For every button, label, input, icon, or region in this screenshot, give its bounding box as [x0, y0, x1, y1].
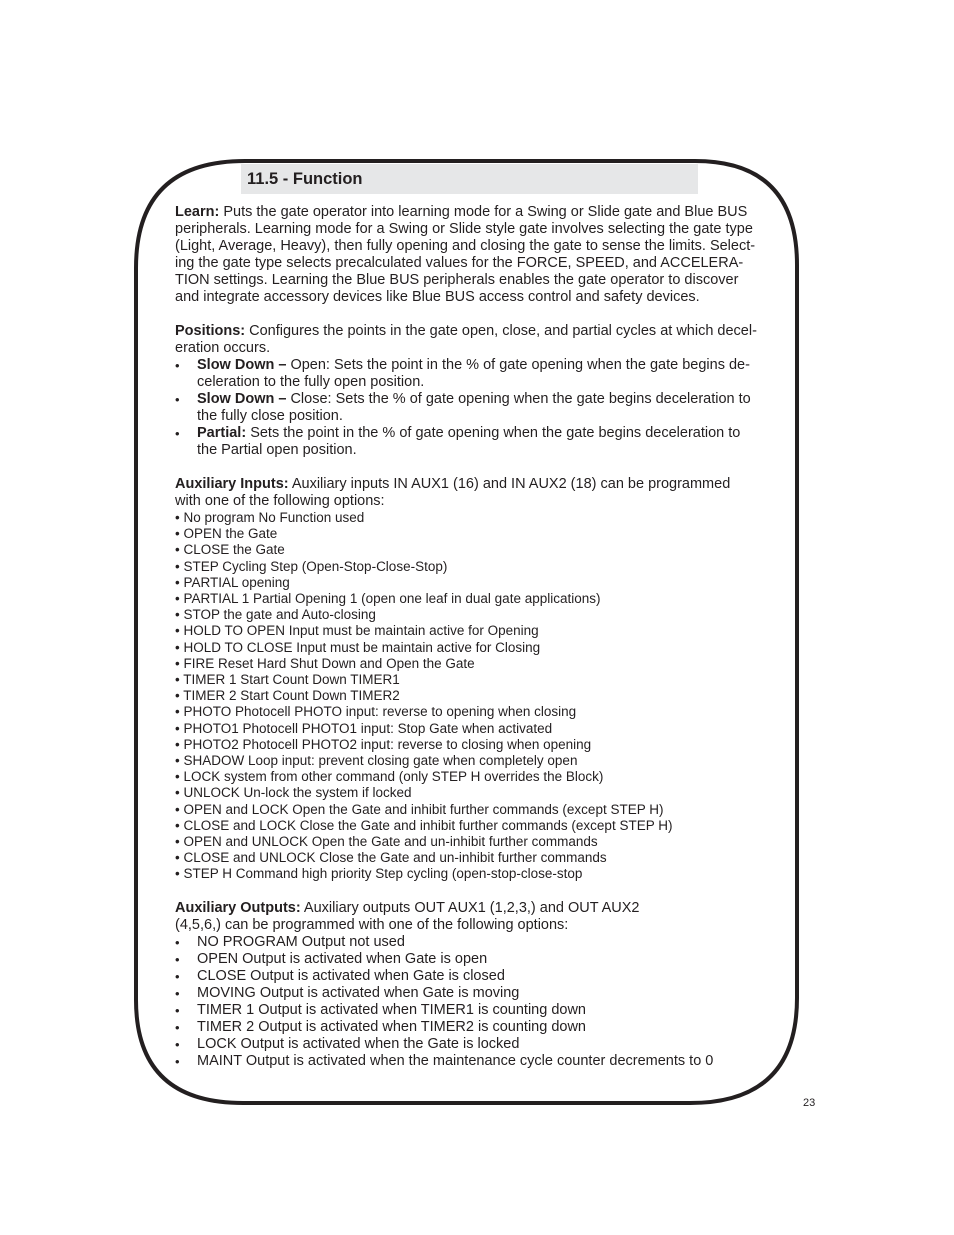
list-item: • PARTIAL opening: [175, 574, 290, 590]
list-item: • HOLD TO OPEN Input must be maintain active for Opening: [175, 623, 539, 639]
positions-label: Positions:: [175, 323, 246, 339]
aux-inputs-text: with one of the following options:: [175, 493, 385, 509]
item-label: Slow Down –: [197, 391, 287, 407]
list-item: • UNLOCK Un-lock the system if locked: [175, 785, 412, 801]
aux-outputs-paragraph: [175, 900, 775, 1070]
list-item: [175, 357, 775, 391]
list-item: • No program No Function used: [175, 510, 365, 525]
positions-list: [175, 357, 775, 459]
list-item: • CLOSE and LOCK Close the Gate and inhibit further commands (except STEP H): [175, 817, 673, 833]
list-item: • STOP the gate and Auto-closing: [175, 607, 376, 623]
aux-outputs-text: Auxiliary outputs OUT AUX1 (1,2,3,) and OUT AUX2: [300, 899, 640, 916]
learn-text: Puts the gate operator into learning mode for a Swing or Slide gate and Blue BUS: [219, 204, 748, 220]
list-item: • LOCK Output is activated when the Gate is locked: [175, 1036, 775, 1053]
list-item: • CLOSE the Gate: [175, 542, 285, 558]
learn-text: peripherals. Learning mode for a Swing or Slide style gate involves selecting the gate type: [175, 221, 753, 237]
list-item: • SHADOW Loop input: prevent closing gate when completely open: [175, 753, 578, 769]
list-item: • STEP Cycling Step (Open-Stop-Close-Stop): [175, 558, 448, 574]
aux-inputs-label: Auxiliary Inputs:: [175, 476, 289, 492]
list-item: • CLOSE Output is activated when Gate is closed: [175, 968, 775, 985]
list-item: • HOLD TO CLOSE Input must be maintain active for Closing: [175, 639, 541, 655]
list-item: • OPEN and LOCK Open the Gate and inhibit further commands (except STEP H): [175, 801, 664, 817]
positions-text: Configures the points in the gate open, close, and partial cycles at which decel-: [245, 323, 757, 339]
learn-text: ing the gate type selects precalculated values for the FORCE, SPEED, and ACCELERA-: [175, 255, 744, 271]
list-item: • TIMER 1 Output is activated when TIMER1 is counting down: [175, 1002, 775, 1019]
list-item: • OPEN and UNLOCK Open the Gate and un-inhibit further commands: [175, 834, 598, 850]
positions-text: eration occurs.: [175, 340, 271, 356]
list-item: • MOVING Output is activated when Gate is moving: [175, 985, 775, 1002]
item-text: the Partial open position.: [197, 442, 357, 458]
learn-text: (Light, Average, Heavy), then fully opening and closing the gate to sense the limits. Select-: [175, 238, 756, 254]
list-item: [175, 391, 775, 425]
function-description: [175, 204, 775, 1070]
aux-inputs-text: Auxiliary inputs IN AUX1 (16) and IN AUX2 (18) can be programmed: [288, 476, 731, 492]
learn-text: TION settings. Learning the Blue BUS peripherals enables the gate operator to discover: [175, 272, 739, 288]
learn-text: and integrate accessory devices like Blue BUS access control and safety devices.: [175, 289, 700, 305]
list-item: • CLOSE and UNLOCK Close the Gate and un-inhibit further commands: [175, 850, 607, 866]
page-number: 23: [803, 1097, 816, 1109]
list-item: • PHOTO2 Photocell PHOTO2 input: reverse to closing when opening: [175, 736, 592, 752]
item-text: celeration to the fully open position.: [197, 374, 425, 390]
list-item: • NO PROGRAM Output not used: [175, 934, 775, 951]
list-item: • STEP H Command high priority Step cycling (open-stop-close-stop: [175, 866, 583, 882]
aux-outputs-label: Auxiliary Outputs:: [175, 899, 301, 916]
learn-label: Learn:: [175, 204, 220, 220]
item-label: Partial:: [197, 425, 247, 441]
section-title: 11.5 - Function: [241, 164, 698, 194]
list-item: • TIMER 2 Start Count Down TIMER2: [175, 688, 400, 704]
list-item: • OPEN Output is activated when Gate is open: [175, 951, 775, 968]
aux-outputs-options: [175, 934, 775, 1070]
list-item: • TIMER 1 Start Count Down TIMER1: [175, 672, 400, 688]
list-item: • LOCK system from other command (only STEP H overrides the Block): [175, 769, 604, 785]
positions-paragraph: [175, 323, 775, 459]
list-item: • TIMER 2 Output is activated when TIMER2 is counting down: [175, 1019, 775, 1036]
list-item: [175, 425, 775, 459]
aux-inputs-options: [175, 510, 775, 883]
list-item: • MAINT Output is activated when the maintenance cycle counter decrements to 0: [175, 1053, 775, 1070]
item-text: Close: Sets the % of gate opening when the gate begins deceleration to: [286, 391, 751, 407]
learn-paragraph: [175, 204, 775, 306]
aux-inputs-paragraph: [175, 476, 775, 883]
aux-outputs-text: (4,5,6,) can be programmed with one of the following options:: [175, 916, 569, 933]
list-item: • OPEN the Gate: [175, 526, 278, 542]
list-item: • FIRE Reset Hard Shut Down and Open the Gate: [175, 655, 475, 671]
item-label: Slow Down –: [197, 357, 287, 373]
list-item: • PARTIAL 1 Partial Opening 1 (open one leaf in dual gate applications): [175, 591, 601, 607]
list-item: • PHOTO Photocell PHOTO input: reverse to opening when closing: [175, 704, 577, 720]
list-item: • PHOTO1 Photocell PHOTO1 input: Stop Gate when activated: [175, 720, 553, 736]
item-text: the fully close position.: [197, 408, 343, 424]
item-text: Sets the point in the % of gate opening when the gate begins deceleration to: [246, 425, 741, 441]
item-text: Open: Sets the point in the % of gate opening when the gate begins de-: [286, 357, 750, 373]
